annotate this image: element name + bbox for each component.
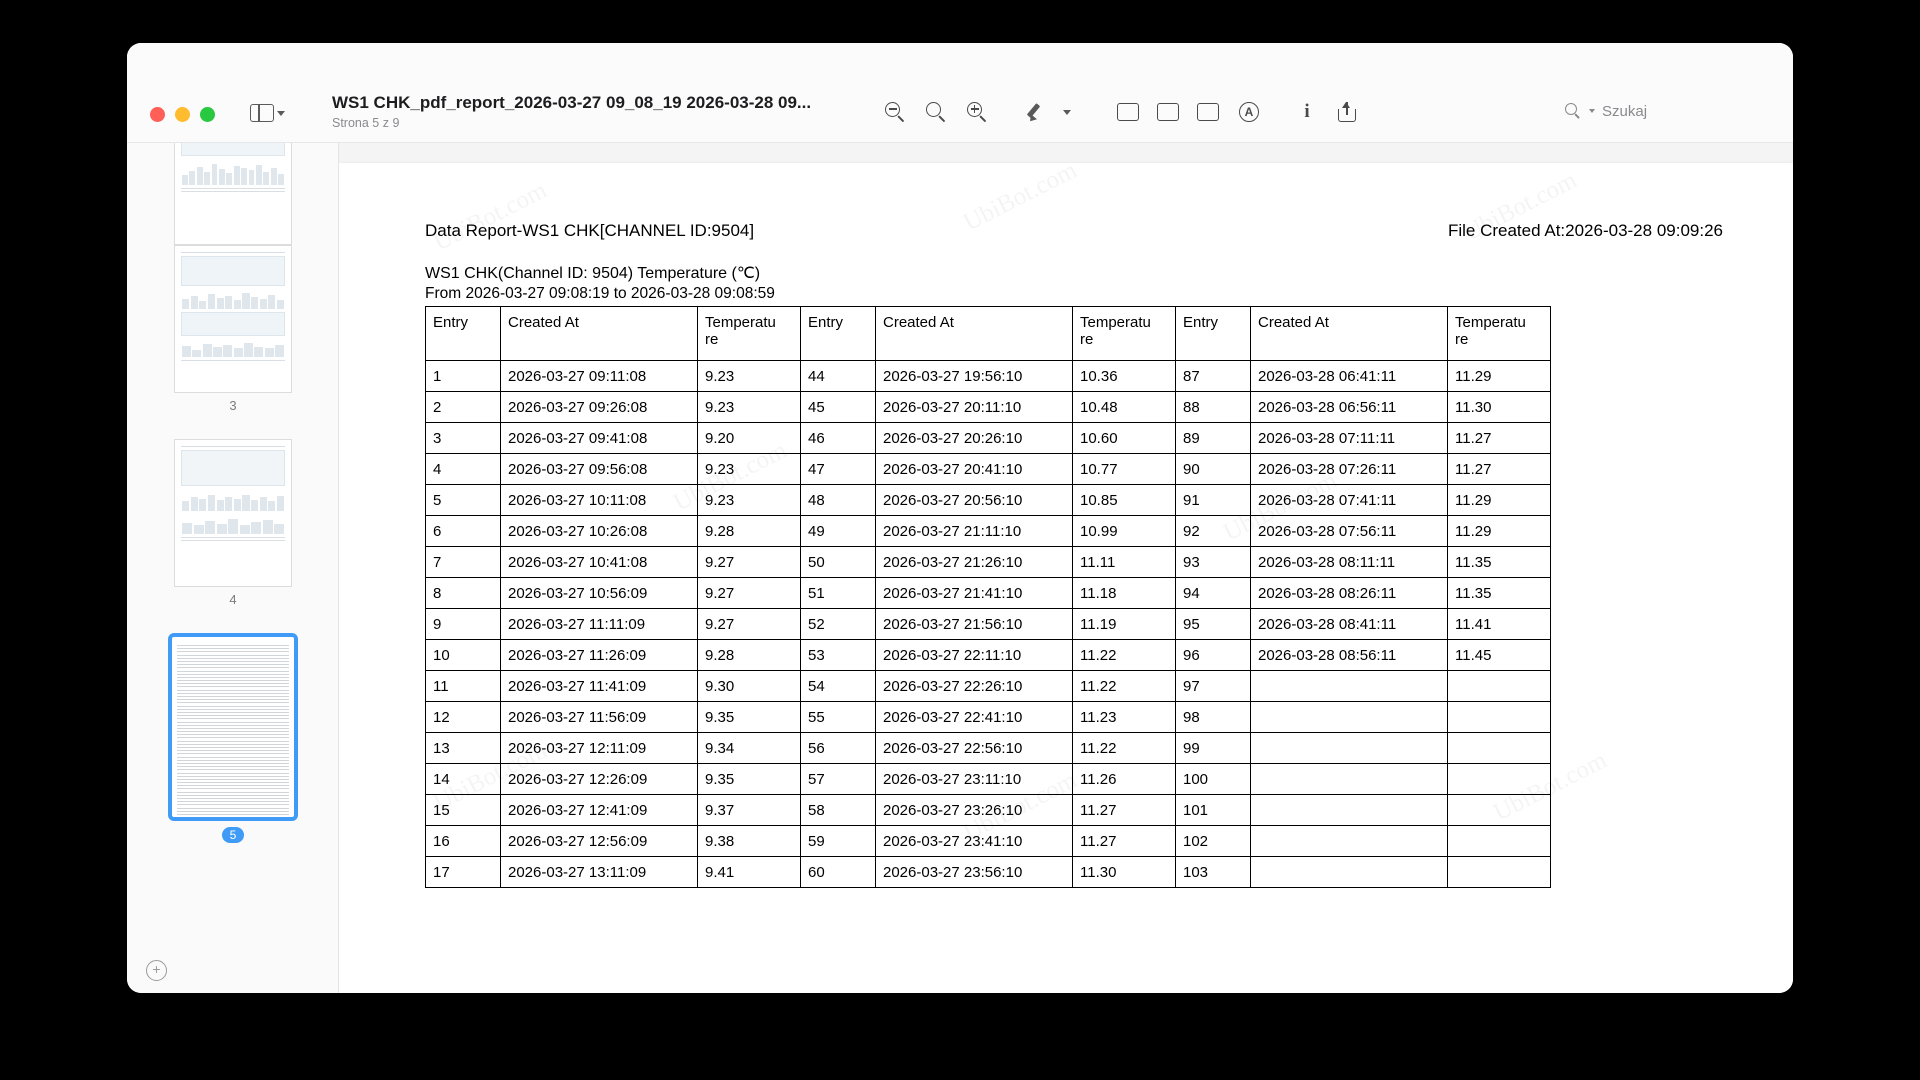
table-cell: 52	[801, 609, 876, 640]
table-cell	[1448, 826, 1551, 857]
table-cell: 11	[426, 671, 501, 702]
column-header: Temperatu re	[1073, 307, 1176, 361]
table-cell: 11.41	[1448, 609, 1551, 640]
crop-button[interactable]	[1117, 95, 1139, 129]
table-cell: 17	[426, 857, 501, 888]
share-icon	[1337, 101, 1357, 123]
column-header: Created At	[876, 307, 1073, 361]
table-cell: 9.27	[698, 547, 801, 578]
table-cell: 11.23	[1073, 702, 1176, 733]
annotate-button[interactable]	[1239, 95, 1259, 129]
table-cell: 101	[1176, 795, 1251, 826]
column-header: Entry	[801, 307, 876, 361]
table-cell: 11.29	[1448, 361, 1551, 392]
column-header: Created At	[501, 307, 698, 361]
table-cell: 9.27	[698, 609, 801, 640]
table-cell: 103	[1176, 857, 1251, 888]
table-cell: 9.28	[698, 640, 801, 671]
table-cell: 2026-03-27 20:41:10	[876, 454, 1073, 485]
chevron-down-icon	[1063, 110, 1071, 115]
table-cell: 2026-03-27 22:11:10	[876, 640, 1073, 671]
table-cell: 95	[1176, 609, 1251, 640]
watermark	[429, 177, 551, 258]
table-cell	[1251, 795, 1448, 826]
table-cell: 13	[426, 733, 501, 764]
table-cell	[1448, 857, 1551, 888]
table-cell: 46	[801, 423, 876, 454]
report-header	[425, 221, 1723, 241]
table-cell: 2026-03-27 13:11:09	[501, 857, 698, 888]
table-cell: 100	[1176, 764, 1251, 795]
table-cell: 10.48	[1073, 392, 1176, 423]
table-cell	[1448, 733, 1551, 764]
table-cell: 59	[801, 826, 876, 857]
table-row	[426, 392, 1551, 423]
table-cell: 45	[801, 392, 876, 423]
table-cell: 90	[1176, 454, 1251, 485]
table-row	[426, 485, 1551, 516]
table-cell: 89	[1176, 423, 1251, 454]
page-thumbnail[interactable]	[174, 143, 292, 245]
table-cell	[1251, 826, 1448, 857]
table-cell: 16	[426, 826, 501, 857]
column-header: Temperatu re	[698, 307, 801, 361]
table-row	[426, 671, 1551, 702]
window-titlebar	[127, 43, 1793, 143]
zoom-in-icon	[967, 102, 988, 123]
table-cell	[1251, 764, 1448, 795]
sidebar-panel-icon	[250, 104, 274, 122]
table-cell: 2026-03-28 08:26:11	[1251, 578, 1448, 609]
share-button[interactable]	[1337, 95, 1357, 129]
add-page-button[interactable]: +	[146, 960, 167, 981]
table-cell: 9.34	[698, 733, 801, 764]
markup-options-button[interactable]	[1063, 95, 1071, 129]
sidebar-toggle-button[interactable]	[250, 98, 294, 128]
report-file-created: File Created At:2026-03-28 09:09:26	[1447, 221, 1723, 240]
table-row	[426, 795, 1551, 826]
table-cell	[1251, 671, 1448, 702]
table-cell: 2026-03-28 08:56:11	[1251, 640, 1448, 671]
table-cell: 10.36	[1073, 361, 1176, 392]
table-cell: 2026-03-27 23:56:10	[876, 857, 1073, 888]
thumbnail-label: 4	[229, 592, 237, 607]
table-cell: 11.35	[1448, 547, 1551, 578]
table-header-row	[426, 307, 1551, 361]
table-cell: 9.35	[698, 764, 801, 795]
column-header: Entry	[426, 307, 501, 361]
table-cell: 15	[426, 795, 501, 826]
table-cell: 11.45	[1448, 640, 1551, 671]
table-cell: 2026-03-27 21:41:10	[876, 578, 1073, 609]
table-cell: 2026-03-27 21:56:10	[876, 609, 1073, 640]
table-cell: 10.77	[1073, 454, 1176, 485]
table-cell	[1251, 857, 1448, 888]
info-icon: i	[1304, 101, 1310, 122]
table-cell: 2026-03-28 07:56:11	[1251, 516, 1448, 547]
table-cell: 2026-03-27 20:26:10	[876, 423, 1073, 454]
table-cell: 60	[801, 857, 876, 888]
table-cell: 57	[801, 764, 876, 795]
document-title: WS1 CHK_pdf_report_2026-03-27 09_08_19 2026-03-28 09...	[332, 93, 812, 112]
table-cell: 2026-03-27 12:11:09	[501, 733, 698, 764]
table-cell: 2026-03-27 11:56:09	[501, 702, 698, 733]
table-cell: 9.30	[698, 671, 801, 702]
table-cell: 2026-03-27 09:26:08	[501, 392, 698, 423]
table-cell: 99	[1176, 733, 1251, 764]
annotate-icon: A	[1239, 102, 1259, 122]
magnifier-icon	[926, 102, 947, 123]
zoom-in-button[interactable]	[967, 95, 988, 129]
table-cell: 2026-03-27 10:11:08	[501, 485, 698, 516]
table-cell: 10.85	[1073, 485, 1176, 516]
table-row	[426, 702, 1551, 733]
column-header: Temperatu re	[1448, 307, 1551, 361]
list-item[interactable]	[127, 245, 339, 413]
table-cell: 2026-03-28 08:11:11	[1251, 547, 1448, 578]
table-cell: 55	[801, 702, 876, 733]
thumbnail-label-selected: 5	[222, 827, 245, 843]
table-cell: 10.99	[1073, 516, 1176, 547]
pdf-page	[339, 163, 1793, 993]
table-cell: 2	[426, 392, 501, 423]
report-channel-line: WS1 CHK(Channel ID: 9504) Temperature (℃)	[425, 265, 761, 282]
table-cell: 2026-03-27 21:11:10	[876, 516, 1073, 547]
crop-icon	[1117, 103, 1139, 121]
table-cell: 2026-03-27 23:41:10	[876, 826, 1073, 857]
table-cell: 11.27	[1448, 423, 1551, 454]
table-cell: 2026-03-27 11:26:09	[501, 640, 698, 671]
table-cell: 2026-03-28 07:11:11	[1251, 423, 1448, 454]
table-cell: 2026-03-27 22:26:10	[876, 671, 1073, 702]
thumbnail-label: 3	[229, 398, 237, 413]
table-cell: 2026-03-27 21:26:10	[876, 547, 1073, 578]
table-cell: 2026-03-27 10:41:08	[501, 547, 698, 578]
table-row	[426, 826, 1551, 857]
close-button[interactable]	[150, 107, 165, 122]
table-cell: 2026-03-27 20:11:10	[876, 392, 1073, 423]
table-cell: 2026-03-28 07:41:11	[1251, 485, 1448, 516]
table-cell: 11.27	[1073, 826, 1176, 857]
table-cell: 94	[1176, 578, 1251, 609]
thumbnail-sidebar[interactable]	[127, 143, 339, 993]
table-cell: 7	[426, 547, 501, 578]
rotate-icon	[1157, 103, 1179, 121]
table-cell: 54	[801, 671, 876, 702]
table-row	[426, 609, 1551, 640]
data-table	[425, 306, 1551, 888]
table-cell	[1251, 702, 1448, 733]
table-cell: 88	[1176, 392, 1251, 423]
table-cell: 51	[801, 578, 876, 609]
document-scroll-area[interactable]	[339, 143, 1793, 993]
table-cell: 2026-03-27 10:26:08	[501, 516, 698, 547]
pen-icon	[1027, 102, 1047, 122]
table-cell	[1448, 795, 1551, 826]
table-cell: 9.23	[698, 485, 801, 516]
table-cell: 58	[801, 795, 876, 826]
table-cell: 11.27	[1448, 454, 1551, 485]
chevron-down-icon	[1589, 109, 1595, 113]
table-cell	[1448, 764, 1551, 795]
table-cell: 9.23	[698, 361, 801, 392]
table-cell: 11.35	[1448, 578, 1551, 609]
table-cell: 11.22	[1073, 733, 1176, 764]
table-cell: 2026-03-27 12:56:09	[501, 826, 698, 857]
table-row	[426, 423, 1551, 454]
table-cell: 2026-03-27 20:56:10	[876, 485, 1073, 516]
table-cell: 56	[801, 733, 876, 764]
table-cell: 93	[1176, 547, 1251, 578]
table-cell: 2026-03-27 09:11:08	[501, 361, 698, 392]
markup-pen-button[interactable]	[1027, 95, 1047, 129]
zoom-actual-size-button[interactable]	[926, 95, 947, 129]
table-cell: 11.11	[1073, 547, 1176, 578]
table-cell: 9.23	[698, 392, 801, 423]
table-body	[426, 361, 1551, 888]
table-cell: 11.26	[1073, 764, 1176, 795]
table-cell: 9	[426, 609, 501, 640]
zoom-button[interactable]	[200, 107, 215, 122]
table-cell: 9.27	[698, 578, 801, 609]
table-cell: 53	[801, 640, 876, 671]
table-cell: 87	[1176, 361, 1251, 392]
table-cell: 9.41	[698, 857, 801, 888]
table-cell: 4	[426, 454, 501, 485]
table-cell: 97	[1176, 671, 1251, 702]
table-cell: 8	[426, 578, 501, 609]
list-item[interactable]	[127, 633, 339, 843]
table-cell: 2026-03-27 11:41:09	[501, 671, 698, 702]
table-cell: 9.20	[698, 423, 801, 454]
table-cell: 10	[426, 640, 501, 671]
table-cell	[1448, 702, 1551, 733]
table-row	[426, 578, 1551, 609]
signature-icon	[1197, 103, 1219, 121]
table-cell: 50	[801, 547, 876, 578]
table-cell: 6	[426, 516, 501, 547]
table-cell: 12	[426, 702, 501, 733]
zoom-out-button[interactable]	[885, 95, 906, 129]
table-cell: 11.22	[1073, 640, 1176, 671]
search-placeholder: Szukaj	[1602, 102, 1648, 120]
table-cell: 2026-03-27 12:41:09	[501, 795, 698, 826]
table-row	[426, 547, 1551, 578]
table-cell: 2026-03-27 23:11:10	[876, 764, 1073, 795]
table-cell: 9.37	[698, 795, 801, 826]
table-cell: 2026-03-28 07:26:11	[1251, 454, 1448, 485]
table-cell: 9.23	[698, 454, 801, 485]
table-cell: 11.29	[1448, 485, 1551, 516]
table-cell: 2026-03-28 06:56:11	[1251, 392, 1448, 423]
table-cell: 2026-03-27 09:56:08	[501, 454, 698, 485]
table-cell: 2026-03-27 12:26:09	[501, 764, 698, 795]
table-cell: 11.30	[1448, 392, 1551, 423]
table-row	[426, 516, 1551, 547]
page-thumbnail[interactable]	[174, 245, 292, 393]
table-cell: 2026-03-27 22:56:10	[876, 733, 1073, 764]
table-cell: 11.27	[1073, 795, 1176, 826]
table-cell: 11.29	[1448, 516, 1551, 547]
table-cell: 47	[801, 454, 876, 485]
signature-button[interactable]	[1197, 95, 1219, 129]
table-cell: 10.60	[1073, 423, 1176, 454]
chevron-down-icon	[277, 111, 285, 116]
preview-window	[127, 43, 1793, 993]
zoom-out-icon	[885, 102, 906, 123]
table-row	[426, 454, 1551, 485]
table-cell: 11.30	[1073, 857, 1176, 888]
list-item[interactable]	[127, 439, 339, 607]
table-cell: 14	[426, 764, 501, 795]
table-cell: 9.35	[698, 702, 801, 733]
table-cell: 9.38	[698, 826, 801, 857]
table-cell: 2026-03-27 11:11:09	[501, 609, 698, 640]
report-range-line: From 2026-03-27 09:08:19 to 2026-03-28 09:08:59	[425, 285, 775, 302]
page-indicator: Strona 5 z 9	[332, 116, 400, 130]
column-header: Entry	[1176, 307, 1251, 361]
table-cell: 44	[801, 361, 876, 392]
table-cell	[1448, 671, 1551, 702]
table-row	[426, 764, 1551, 795]
table-cell	[1251, 733, 1448, 764]
minimize-button[interactable]	[175, 107, 190, 122]
table-row	[426, 857, 1551, 888]
info-button[interactable]	[1297, 95, 1317, 129]
table-cell: 11.22	[1073, 671, 1176, 702]
table-cell: 9.28	[698, 516, 801, 547]
table-cell: 11.19	[1073, 609, 1176, 640]
page-thumbnail-selected[interactable]	[168, 633, 298, 821]
page-thumbnail[interactable]	[174, 439, 292, 587]
table-cell: 3	[426, 423, 501, 454]
table-cell: 92	[1176, 516, 1251, 547]
table-row	[426, 733, 1551, 764]
table-cell: 2026-03-27 09:41:08	[501, 423, 698, 454]
table-cell: 2026-03-27 22:41:10	[876, 702, 1073, 733]
search-icon	[1565, 103, 1582, 120]
table-cell: 1	[426, 361, 501, 392]
search-input[interactable]	[1565, 95, 1765, 127]
table-cell: 48	[801, 485, 876, 516]
table-cell: 102	[1176, 826, 1251, 857]
table-cell: 2026-03-27 19:56:10	[876, 361, 1073, 392]
table-cell: 91	[1176, 485, 1251, 516]
table-cell: 2026-03-27 10:56:09	[501, 578, 698, 609]
table-cell: 2026-03-27 23:26:10	[876, 795, 1073, 826]
table-cell: 11.18	[1073, 578, 1176, 609]
table-cell: 2026-03-28 08:41:11	[1251, 609, 1448, 640]
table-cell: 49	[801, 516, 876, 547]
rotate-button[interactable]	[1157, 95, 1179, 129]
report-title: Data Report-WS1 CHK[CHANNEL ID:9504]	[425, 221, 755, 240]
table-row	[426, 361, 1551, 392]
table-row	[426, 640, 1551, 671]
table-cell: 96	[1176, 640, 1251, 671]
table-cell: 2026-03-28 06:41:11	[1251, 361, 1448, 392]
table-cell: 5	[426, 485, 501, 516]
column-header: Created At	[1251, 307, 1448, 361]
table-cell: 98	[1176, 702, 1251, 733]
